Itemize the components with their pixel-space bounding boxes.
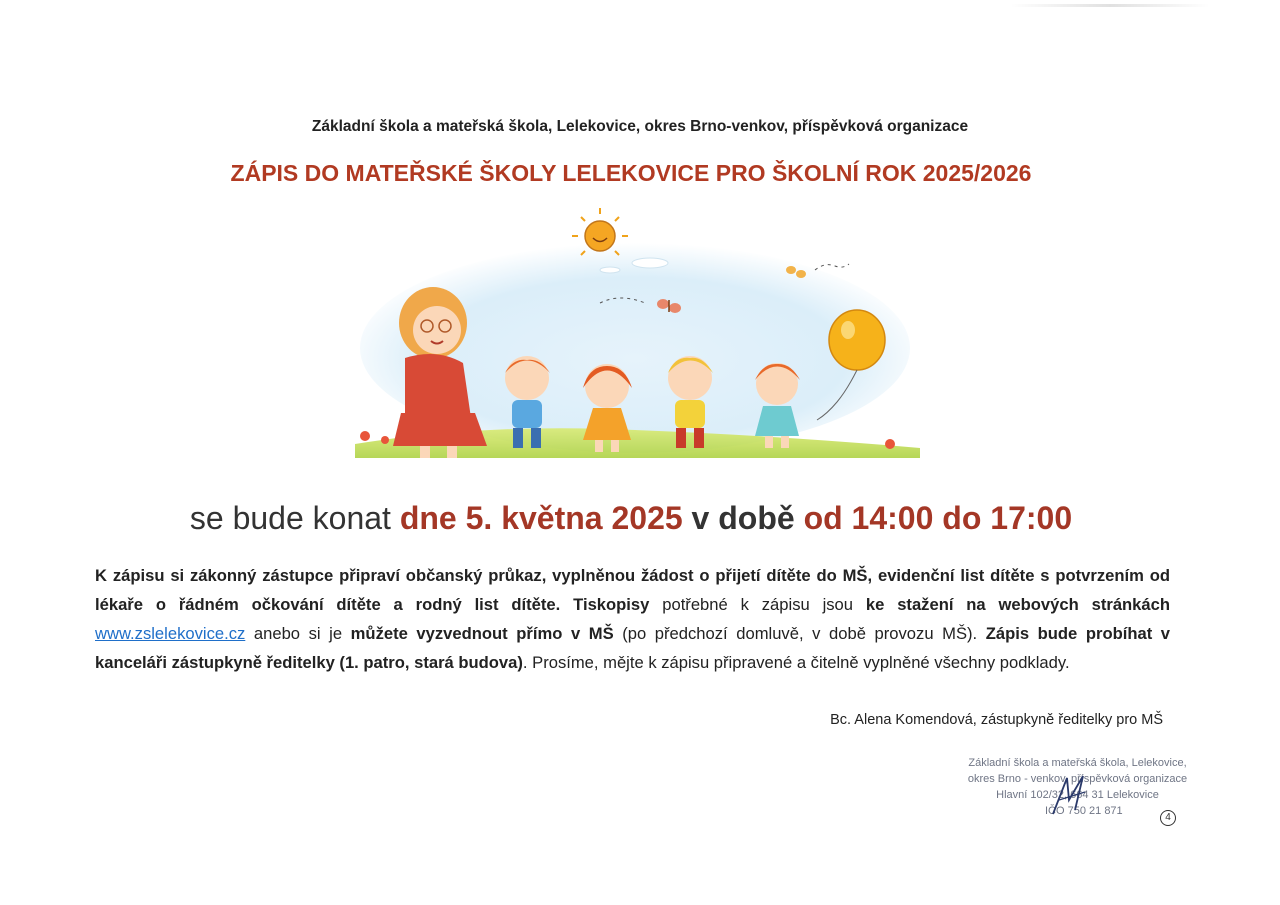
instructions-paragraph: [95, 561, 1170, 677]
body-segment: anebo si je: [245, 624, 351, 643]
time-value: od 14:00 do 17:00: [803, 500, 1073, 536]
date-prefix: se bude konat: [189, 500, 400, 536]
stamp-line: Základní škola a mateřská škola, Lelekovice,: [968, 757, 1187, 769]
stamp-line: Hlavní 102/32, 664 31 Lelekovice: [996, 789, 1159, 801]
stamp-line: okres Brno - venkov, příspěvková organizace: [967, 773, 1188, 785]
page-number-badge: 4: [1160, 810, 1176, 826]
body-segment: . Prosíme, mějte k zápisu připravené a čitelně vyplněné všechny podklady.: [522, 653, 1070, 672]
scan-artifact: [1010, 4, 1210, 7]
body-segment: můžete vyzvednout přímo v MŠ: [350, 624, 614, 643]
website-link[interactable]: www.zslelekovice.cz: [95, 624, 246, 643]
page-title: ZÁPIS DO MATEŘSKÉ ŠKOLY LELEKOVICE PRO ŠKOLNÍ ROK 2025/2026: [230, 160, 1032, 186]
date-middle: v době: [682, 500, 804, 536]
date-value: dne 5. května 2025: [399, 500, 683, 536]
body-segment: potřebné k zápisu jsou: [649, 595, 866, 614]
stamp-line: IČO 750 21 871: [1045, 805, 1123, 817]
handwritten-signature-icon: [1045, 770, 1095, 820]
signature-line: Bc. Alena Komendová, zástupkyně ředitelky pro MŠ: [830, 712, 1163, 728]
body-segment: K zápisu si zákonný zástupce připraví občanský průkaz, vyplněnou žádost o přijetí dítěte do MŠ, evidenční list dítěte s potvrzením od lékaře o řádném očkování dítěte a rodný list dítěte. Tiskopisy: [95, 566, 1170, 614]
body-segment: Zápis bude probíhat v kanceláři zástupkyně ředitelky (1. patro, stará budova): [95, 624, 1171, 672]
organization-header: Základní škola a mateřská škola, Lelekovice, okres Brno-venkov, příspěvková organizace: [311, 118, 969, 135]
children-with-teacher-illustration: [345, 208, 925, 476]
body-segment: (po předchozí domluvě, v době provozu MŠ).: [613, 624, 986, 643]
body-segment: ke stažení na webových stránkách: [865, 595, 1171, 614]
date-line: [0, 500, 1262, 537]
